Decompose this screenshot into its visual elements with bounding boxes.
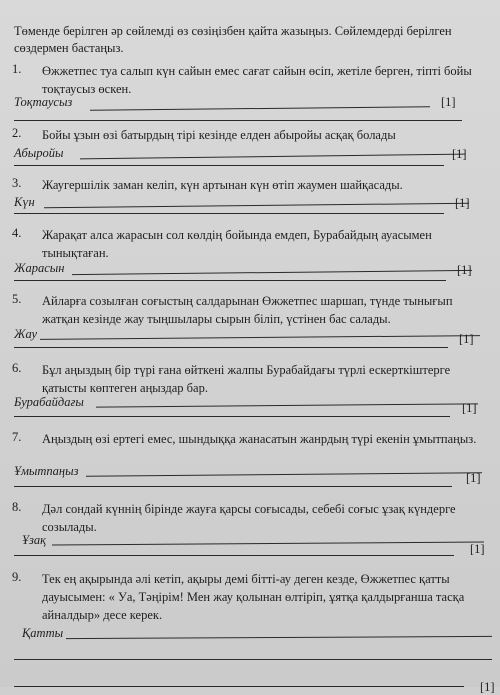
question-text: Дәл сондай күннің бірінде жауға қарсы соғысады, себебі соғыс ұзақ күндерге созылады. [42,502,456,534]
answer-line[interactable] [14,659,492,660]
answer-start-word: Жарасын [14,261,65,275]
mark-label: [1] [462,401,477,415]
mark-label: [1] [459,332,474,346]
question-number: 5. [12,292,22,306]
answer-line[interactable] [14,165,444,166]
mark-label: [1] [480,680,495,694]
answer-line[interactable] [14,120,462,121]
answer-line[interactable] [14,280,446,281]
question-number: 9. [12,570,22,584]
answer-start-word: Тоқтаусыз [14,95,73,109]
answer-start-word: Абыройы [14,146,64,160]
answer-start-word: Ұмытпаңыз [14,464,79,478]
answer-line[interactable] [14,555,454,556]
answer-start-word: Ұзақ [22,533,46,547]
answer-line[interactable] [90,106,430,111]
answer-start-word: Жау [14,327,38,341]
question-number: 1. [12,62,22,76]
answer-start-word: Қатты [22,626,64,640]
answer-start-word: Бурабайдағы [14,395,84,409]
answer-start-word: Күн [14,195,35,209]
mark-label: [1] [455,196,470,210]
instructions: Төменде берілген әр сөйлемді өз сөзіңізбен қайта жазыңыз. Сөйлемдерді берілген сөздермен бастаңыз. [14,24,452,55]
mark-label: [1] [466,471,481,485]
mark-label: [1] [452,147,467,161]
answer-line[interactable] [14,347,448,348]
question-number: 2. [12,126,22,140]
answer-line[interactable] [96,403,478,407]
answer-line[interactable] [14,486,452,487]
mark-label: [1] [457,263,472,277]
question-text: Бұл аңыздың бір түрі ғана өйткені жалпы Бурабайдағы түрлі ескерткіштерге қатысты көптеген аңыздар бар. [42,363,451,395]
answer-line[interactable] [40,335,480,340]
question-number: 8. [12,500,22,514]
question-text: Аңыздың өзі ертегі емес, шындыққа жанасатын жанрдың түрі екенін ұмытпаңыз. [42,432,477,446]
answer-line[interactable] [72,270,472,275]
question-number: 4. [12,226,22,240]
answer-line[interactable] [52,541,484,545]
question-text: Жарақат алса жарасын сол көлдің бойында емдеп, Бурабайдың ауасымен тынықтаған. [42,228,432,260]
answer-line[interactable] [44,203,469,208]
question-text: Өжжетпес туа салып күн сайын емес сағат сайын өсіп, жетіле берген, тіпті бойы тоқтаусыз өскен. [42,64,472,96]
answer-line[interactable] [66,636,492,639]
question-text: Жаугершілік заман келіп, күн артынан күн өтіп жаумен шайқасады. [42,178,403,192]
question-number: 6. [12,361,22,375]
question-text: Тек ең ақырында әлі кетіп, ақыры демі бітті-ау деген кезде, Өжжетпес қатты дауысымен: « Уа, Тәңірім! Мен жау қолынан өлтіріп, ұятқа қалдырғанша тасқа айналдыр» десе керек. [42,572,465,622]
question-text: Айларға созылған соғыстың салдарынан Өжжетпес шаршап, түнде тынығып жатқан кезінде жау тыңшылары сырын біліп, үстінен бас салады. [42,294,453,326]
mark-label: [1] [441,95,456,109]
answer-line[interactable] [86,472,482,476]
question-number: 7. [12,430,22,444]
question-number: 3. [12,176,22,190]
mark-label: [1] [470,542,485,556]
answer-line[interactable] [80,154,465,160]
answer-line[interactable] [14,416,450,417]
question-text: Бойы ұзын өзі батырдың тірі кезінде елден абыройы асқақ болады [42,128,396,142]
answer-line[interactable] [14,213,444,214]
